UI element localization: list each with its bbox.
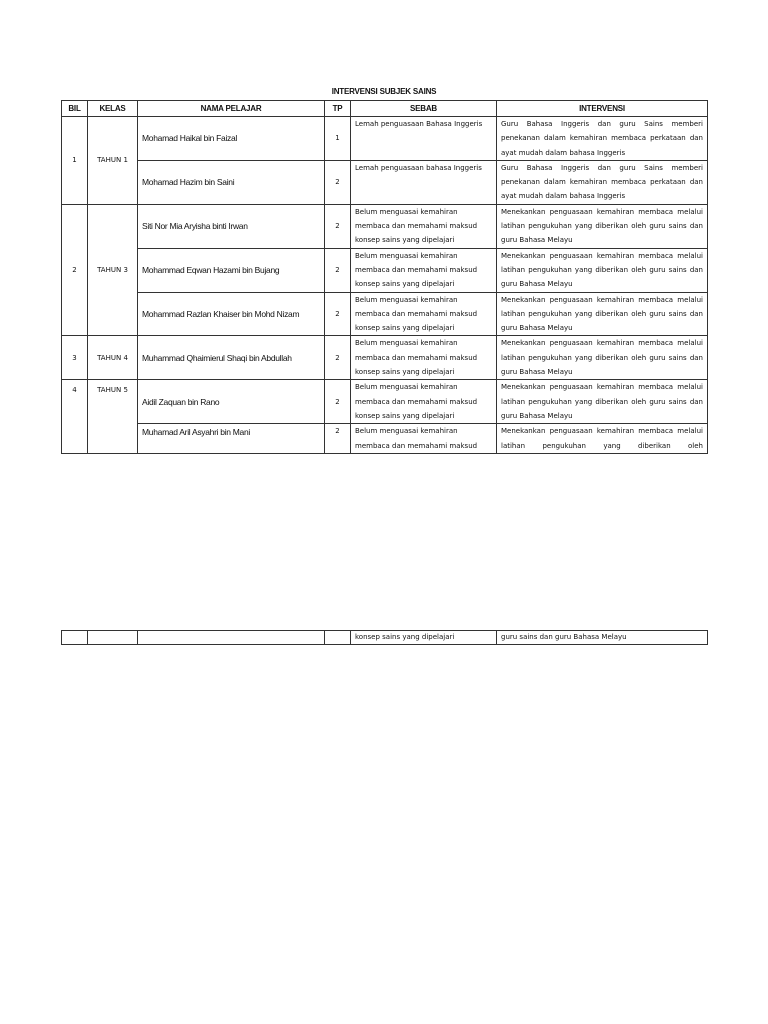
header-kelas: KELAS [88,101,138,117]
intervensi-continuation: guru sains dan guru Bahasa Melayu [497,631,708,645]
intervensi-cell: Menekankan penguasaan kemahiran membaca melalui latihan pengukuhan yang diberikan oleh guru sains dan guru Bahasa Melayu [497,204,708,248]
tp-cell: 2 [325,336,351,380]
intervensi-cell: Guru Bahasa Inggeris dan guru Sains memberi penekanan dalam kemahiran membaca perkataan dan ayat mudah dalam bahasa Inggeris [497,117,708,161]
table-row [62,631,708,645]
kelas-cell: TAHUN 4 [88,336,138,380]
table-row [62,380,708,424]
student-name: Muhammad Qhaimierul Shaqi bin Abdullah [138,336,325,380]
table-row [62,424,708,454]
student-name: Aidil Zaquan bin Rano [138,380,325,424]
student-name: Mohamad Haikal bin Faizal [138,117,325,161]
sebab-cell: Belum menguasai kemahiran membaca dan memahami maksud [351,424,497,454]
student-name: Muhamad Aril Asyahri bin Mani [138,424,325,454]
kelas-cell: TAHUN 1 [88,117,138,205]
tp-cell: 2 [325,292,351,336]
sebab-cell: Lemah penguasaan bahasa Inggeris [351,160,497,204]
student-name: Mohammad Eqwan Hazami bin Bujang [138,248,325,292]
header-bil: BIL [62,101,88,117]
tp-cell: 2 [325,204,351,248]
continuation-table [61,630,708,645]
intervensi-cell: Guru Bahasa Inggeris dan guru Sains memberi penekanan dalam kemahiran membaca perkataan dan ayat mudah dalam bahasa Inggeris [497,160,708,204]
sebab-cell: Belum menguasai kemahiran membaca dan memahami maksud konsep sains yang dipelajari [351,336,497,380]
intervensi-cell: Menekankan penguasaan kemahiran membaca melalui latihan pengukuhan yang diberikan oleh [497,424,708,454]
sebab-cell: Belum menguasai kemahiran membaca dan memahami maksud konsep sains yang dipelajari [351,248,497,292]
sebab-cell: Belum menguasai kemahiran membaca dan memahami maksud konsep sains yang dipelajari [351,292,497,336]
student-name: Mohammad Razlan Khaiser bin Mohd Nizam [138,292,325,336]
empty-cell [325,631,351,645]
document-title: INTERVENSI SUBJEK SAINS [331,87,437,96]
header-nama: NAMA PELAJAR [138,101,325,117]
table-row [62,204,708,248]
header-tp: TP [325,101,351,117]
kelas-cell: TAHUN 5 [88,380,138,453]
intervention-table [61,100,708,454]
student-name: Siti Nor Mia Aryisha binti Irwan [138,204,325,248]
bil-cell: 3 [62,336,88,380]
table-row [62,292,708,336]
table-row [62,248,708,292]
table-header-row [62,101,708,117]
tp-cell: 2 [325,248,351,292]
kelas-cell: TAHUN 3 [88,204,138,336]
header-intervensi: INTERVENSI [497,101,708,117]
sebab-cell: Belum menguasai kemahiran membaca dan memahami maksud konsep sains yang dipelajari [351,204,497,248]
bil-cell: 2 [62,204,88,336]
intervensi-cell: Menekankan penguasaan kemahiran membaca melalui latihan pengukuhan yang diberikan oleh guru sains dan guru Bahasa Melayu [497,248,708,292]
tp-cell: 2 [325,380,351,424]
tp-cell: 2 [325,424,351,454]
header-sebab: SEBAB [351,101,497,117]
empty-cell [138,631,325,645]
empty-cell [62,631,88,645]
sebab-cell: Lemah penguasaan Bahasa Inggeris [351,117,497,161]
table-row [62,160,708,204]
empty-cell [88,631,138,645]
student-name: Mohamad Hazim bin Saini [138,160,325,204]
intervensi-cell: Menekankan penguasaan kemahiran membaca melalui latihan pengukuhan yang diberikan oleh guru sains dan guru Bahasa Melayu [497,292,708,336]
sebab-continuation: konsep sains yang dipelajari [351,631,497,645]
sebab-cell: Belum menguasai kemahiran membaca dan memahami maksud konsep sains yang dipelajari [351,380,497,424]
bil-cell: 4 [62,380,88,453]
bil-cell: 1 [62,117,88,205]
table-row [62,117,708,161]
intervensi-cell: Menekankan penguasaan kemahiran membaca melalui latihan pengukuhan yang diberikan oleh guru sains dan guru Bahasa Melayu [497,380,708,424]
tp-cell: 2 [325,160,351,204]
intervensi-cell: Menekankan penguasaan kemahiran membaca melalui latihan pengukuhan yang diberikan oleh guru sains dan guru Bahasa Melayu [497,336,708,380]
table-row [62,336,708,380]
tp-cell: 1 [325,117,351,161]
